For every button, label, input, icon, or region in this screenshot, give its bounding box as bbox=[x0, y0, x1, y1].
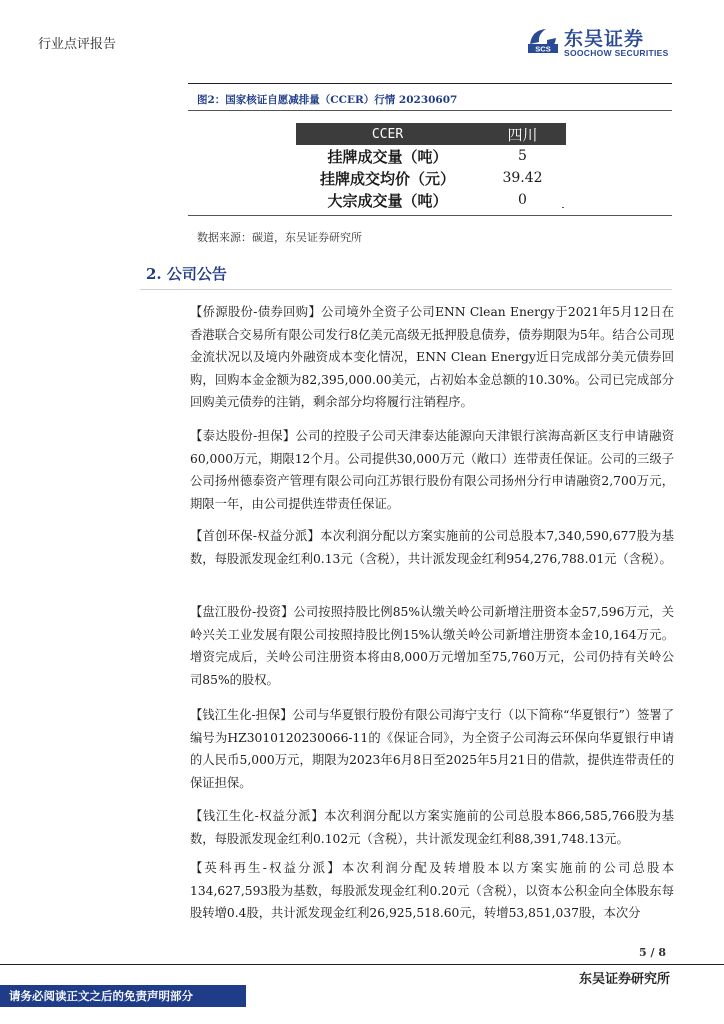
company-logo bbox=[526, 24, 686, 60]
announcement-text: 公司境外全资子公司ENN Clean Energy于2021年5月12日在香港联合交易所有限公司发行8亿美元高级无抵押股息债券，债券期限为5年。结合公司现金流状况以及境内外融资成本变化情况，ENN Clean Energy近日完成部分美元债券回购，回购本金金额为82,395,000.00美元，占初始本金总额的10.30%。公司已完成部分回购美元债券的注销，剩余部分均将履行注销程序。 bbox=[190, 305, 674, 409]
disclaimer-banner: 请务必阅读正文之后的免责声明部分 bbox=[0, 985, 246, 1007]
ccer-row-label: 大宗成交量（吨） bbox=[327, 191, 448, 210]
announcement-text: 公司的控股子公司天津泰达能源向天津银行滨海高新区支行申请融资60,000万元，期限12个月。公司提供30,000万元（敞口）连带责任保证。公司的三级子公司扬州德泰资产管理有限公司向江苏银行股份有限公司扬州分行申请融资2,700万元，期限一年，由公司提供连带责任保证。 bbox=[190, 429, 674, 511]
figure-bottom-rule bbox=[188, 215, 672, 216]
ccer-header-region: 四川 bbox=[507, 125, 538, 144]
ccer-row-label: 挂牌成交量（吨） bbox=[327, 147, 448, 166]
announcement-tag: 【首创环保-权益分派】 bbox=[190, 529, 321, 543]
ccer-table-row bbox=[296, 167, 566, 189]
announcement-tag: 【英科再生-权益分派】 bbox=[190, 861, 342, 875]
announcement-tag: 【侨源股份-债券回购】 bbox=[190, 305, 322, 319]
page-number: 5 / 8 bbox=[639, 946, 666, 959]
announcement-text: 本次利润分配以方案实施前的公司总股本7,340,590,677股为基数，每股派发现金红利0.13元（含税），共计派发现金红利954,276,788.01元（含税）。 bbox=[190, 529, 674, 566]
ccer-row-value: 39.42 bbox=[502, 170, 543, 186]
announcement-text: 公司与华夏银行股份有限公司海宁支行（以下简称“华夏银行”）签署了编号为HZ3010120230066-11的《保证合同》，为全资子公司海云环保向华夏银行申请的人民币5,000万元，期限为2023年6月8日至2025年5月21日的借款，提供连带责任的保证担保。 bbox=[190, 708, 675, 790]
announcement-paragraph bbox=[190, 301, 674, 414]
announcement-text: 公司按照持股比例85%认缴关岭公司新增注册资本金57,596万元，关岭兴关工业发展有限公司按照持股比例15%认缴关岭公司新增注册资本金10,164万元。增资完成后，关岭公司注册资本将由8,000万元增加至75,760万元，公司仍持有关岭公司85%的股权。 bbox=[190, 605, 674, 687]
logo-mark-text: SCS bbox=[535, 44, 551, 54]
ccer-table-header bbox=[296, 123, 566, 145]
figure-title: 图2：国家核证自愿减排量（CCER）行情 20230607 bbox=[197, 94, 458, 106]
announcement-paragraph bbox=[190, 425, 674, 515]
ccer-row-value: 0 bbox=[518, 192, 527, 208]
announcement-text: 本次利润分配及转增股本以方案实施前的公司总股本134,627,593股为基数，每股派发现金红利0.20元（含税），以资本公积金向全体股东每股转增0.4股，共计派发现金红利26,925,518.60元，转增53,851,037股，本次分 bbox=[190, 861, 674, 920]
soochow-logo-icon bbox=[526, 26, 560, 56]
logo-english-name: SOOCHOW SECURITIES bbox=[564, 48, 669, 58]
figure-top-rule bbox=[188, 83, 672, 84]
announcement-tag: 【钱江生化-权益分派】 bbox=[190, 809, 325, 823]
ccer-table-row bbox=[296, 189, 566, 211]
announcement-tag: 【钱江生化-担保】 bbox=[190, 708, 293, 722]
footer-rule bbox=[0, 964, 724, 965]
report-category: 行业点评报告 bbox=[38, 37, 117, 52]
announcement-paragraph bbox=[190, 704, 674, 794]
ccer-table-row bbox=[296, 145, 566, 167]
logo-chinese-name: 东吴证券 bbox=[564, 28, 645, 50]
ccer-table bbox=[296, 123, 566, 211]
section-rule bbox=[140, 289, 672, 290]
announcement-paragraph bbox=[190, 805, 674, 850]
ccer-header-label: CCER bbox=[371, 126, 404, 142]
figure-source: 数据来源：碳道，东吴证券研究所 bbox=[197, 231, 362, 244]
announcement-text: 本次利润分配以方案实施前的公司总股本866,585,766股为基数，每股派发现金红利0.102元（含税），共计派发现金红利88,391,748.13元。 bbox=[190, 809, 674, 846]
announcement-paragraph bbox=[190, 601, 674, 691]
figure-title-rule bbox=[188, 110, 672, 111]
ccer-row-value: 5 bbox=[518, 148, 527, 164]
announcement-paragraph bbox=[190, 525, 674, 570]
section-title: 2. 公司公告 bbox=[146, 265, 227, 283]
ccer-row-label: 挂牌成交均价（元） bbox=[319, 169, 455, 188]
announcement-paragraph bbox=[190, 857, 674, 925]
announcement-tag: 【盘江股份-投资】 bbox=[190, 605, 294, 619]
footer-institute: 东吴证券研究所 bbox=[579, 972, 671, 987]
announcement-tag: 【泰达股份-担保】 bbox=[190, 429, 296, 443]
table-artifact-dot bbox=[562, 207, 564, 208]
